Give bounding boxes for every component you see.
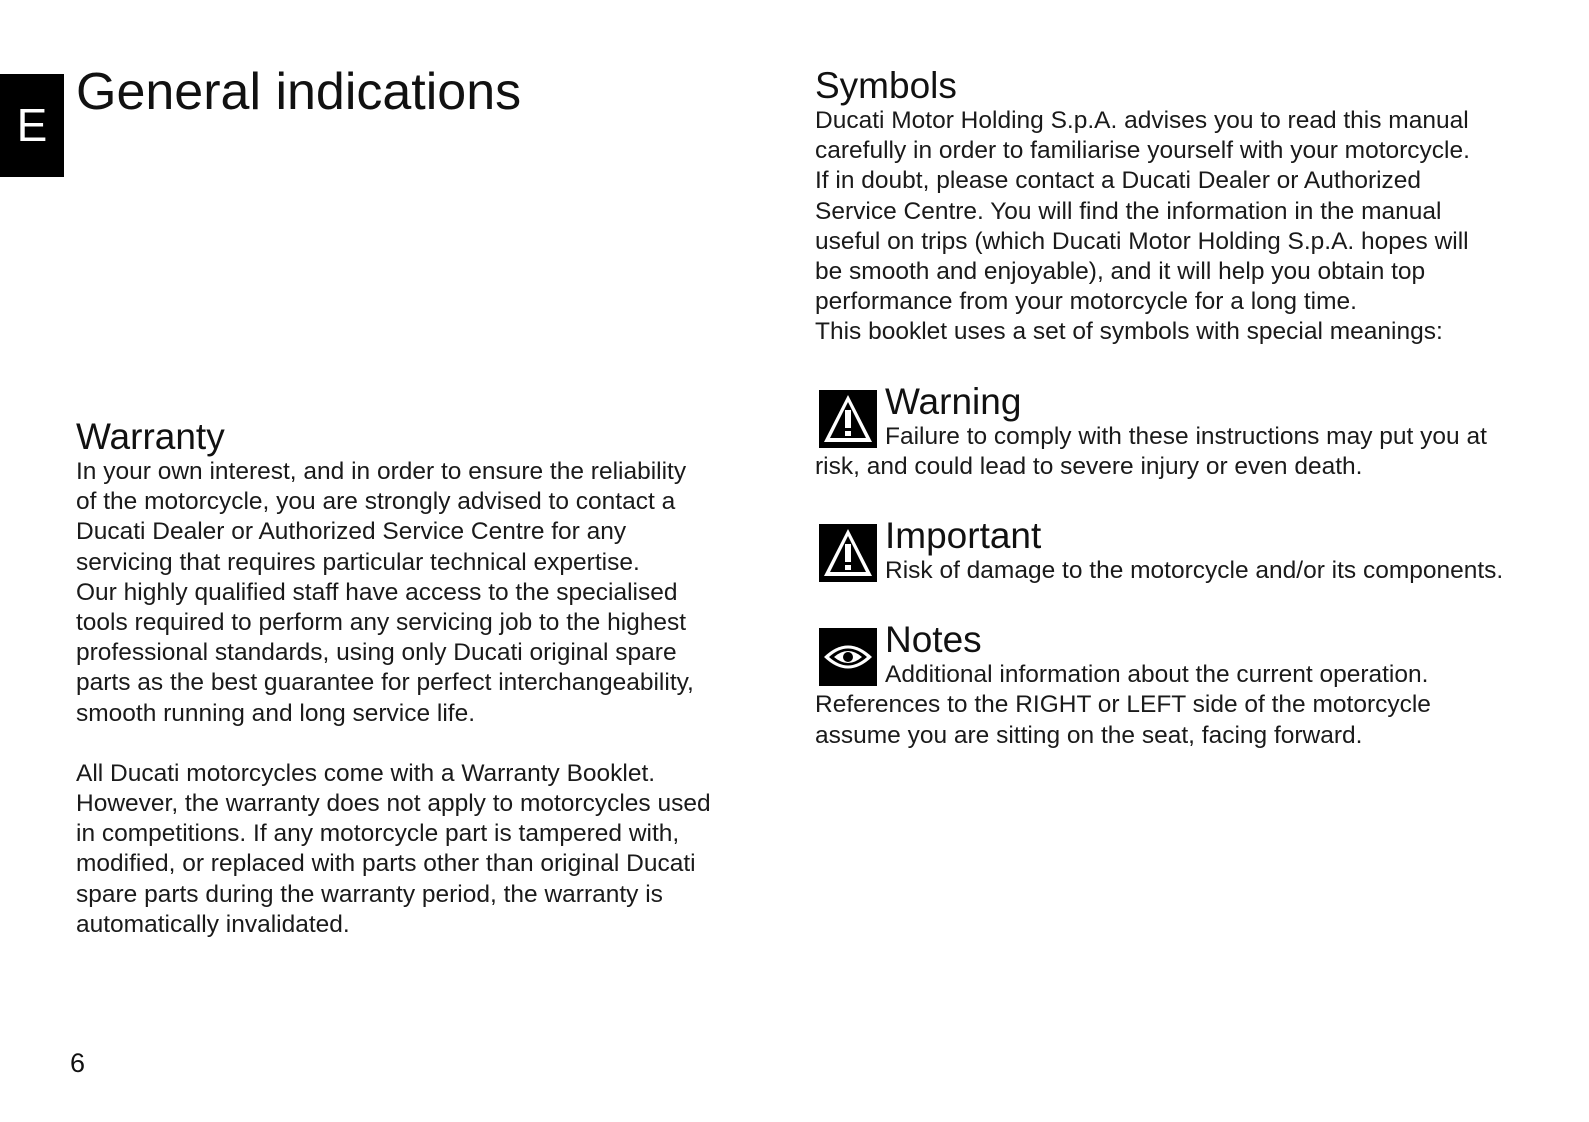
important-title: Important [885,515,1042,557]
page-title: General indications [76,63,522,121]
side-references-text: References to the RIGHT or LEFT side of the motorcycle assume you are sitting on the seat, facing forward. [815,691,1431,749]
warning-title: Warning [885,380,1022,422]
warranty-paragraph-1: In your own interest, and in order to ensure the reliability of the motorcycle, you are strongly advised to contact a Ducati Dealer or Authorized Service Centre for any servicing that requires particular technical expertise. Our highly qualified staff have access to the specialised tools required to perform any servicing job to the highest professional standards, using only Ducati original spare parts as the best guarantee for perfect interchangeability, smooth running and long service life. [76,458,694,727]
warranty-paragraph-2: All Ducati motorcycles come with a Warranty Booklet. However, the warranty does not apply to motorcycles used in competitions. If any motorcycle part is tampered with, modified, or replaced with parts other than original Ducati spare parts during the warranty period, the warranty is automatically invalidated. [76,759,711,938]
warning-block [815,382,1525,482]
language-tab: E [0,74,64,177]
notes-block [815,620,1525,690]
important-triangle-icon [819,524,877,582]
notes-title: Notes [885,619,982,661]
eye-icon [819,628,877,686]
symbols-section [815,66,1525,751]
warning-text: Failure to comply with these instructions may put you at risk, and could lead to severe injury or even death. [815,422,1487,480]
symbols-intro: Ducati Motor Holding S.p.A. advises you to read this manual carefully in order to familiarise yourself with your motorcycle. If in doubt, please contact a Ducati Dealer or Authorized Service Centre. You will find the information in the manual useful on trips (which Ducati Motor Holding S.p.A. hopes will be smooth and enjoyable), and it will help you obtain top performance from your motorcycle for a long time. This booklet uses a set of symbols with special meanings: [815,107,1470,346]
warning-triangle-icon [819,390,877,448]
warranty-section [76,417,776,940]
symbols-title: Symbols [815,65,957,106]
warranty-title: Warranty [76,416,225,457]
notes-text: Additional information about the current operation. [885,661,1429,689]
page-number: 6 [70,1048,86,1078]
important-block [815,516,1525,586]
important-text: Risk of damage to the motorcycle and/or its components. [885,557,1504,585]
